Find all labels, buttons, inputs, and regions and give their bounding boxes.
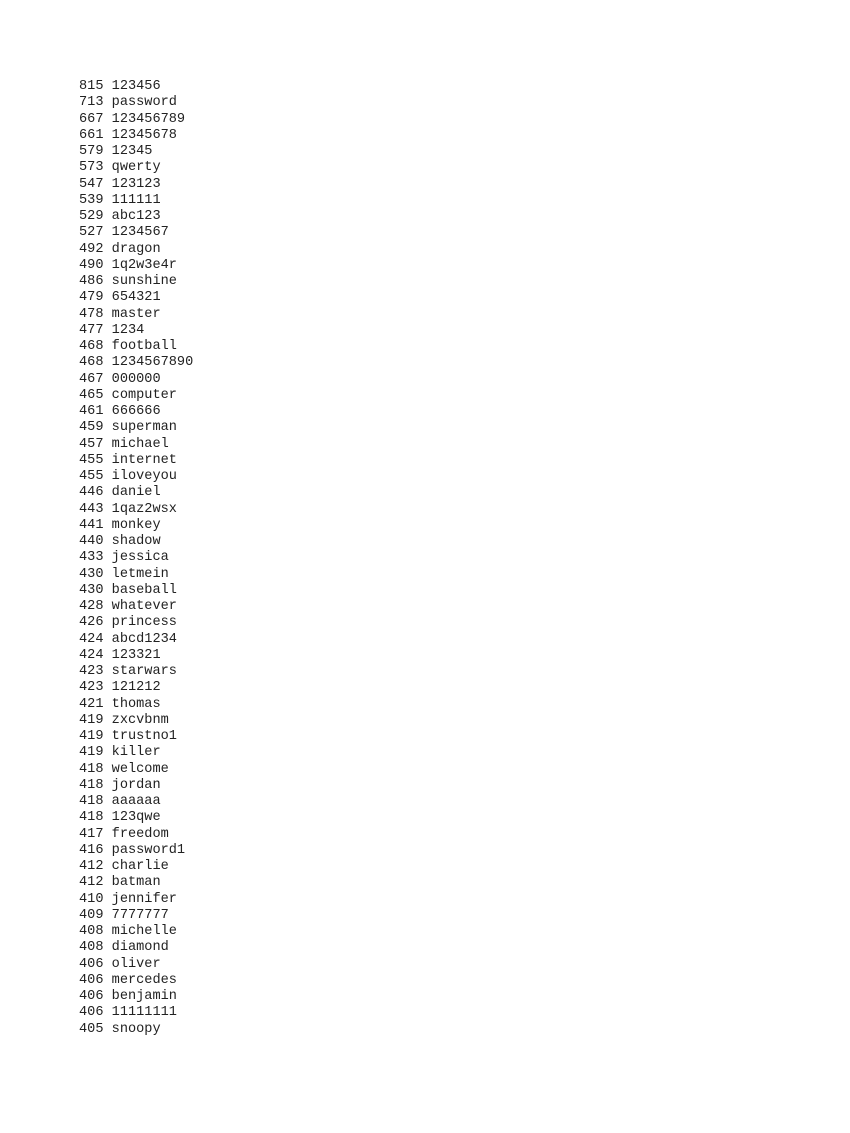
entry-count: 573 [79,160,104,176]
list-item [79,940,193,956]
entry-count: 579 [79,144,104,159]
entry-count: 409 [79,907,104,923]
entry-password: qwerty [111,160,161,176]
entry-password: aaaaaa [111,794,161,809]
entry-count: 667 [79,111,104,127]
list-item [79,485,193,501]
entry-password: password1 [111,842,186,858]
entry-count: 433 [79,550,104,566]
entry-count: 430 [79,566,104,582]
entry-password: mercedes [111,972,177,988]
list-item [79,632,193,648]
entry-password: zxcvbnm [111,712,169,728]
entry-password: dragon [111,241,161,257]
list-item [79,209,193,225]
entry-password: thomas [111,696,161,712]
entry-count: 492 [79,241,104,257]
entry-password: starwars [111,664,177,679]
entry-count: 455 [79,469,104,484]
entry-password: trustno1 [111,729,177,744]
list-item [79,599,193,615]
list-item [79,160,193,176]
list-item [79,1022,193,1038]
entry-count: 440 [79,534,104,549]
entry-count: 410 [79,891,104,907]
list-item [79,193,193,209]
entry-password: 123123 [111,176,161,192]
list-item [79,355,193,371]
entry-password: internet [111,452,177,468]
list-item [79,518,193,534]
entry-password: 7777777 [111,907,169,923]
entry-count: 478 [79,306,104,322]
list-item [79,924,193,940]
entry-count: 457 [79,436,104,452]
list-item [79,258,193,274]
list-item [79,339,193,355]
list-item [79,388,193,404]
entry-password: 000000 [111,371,161,387]
list-item [79,274,193,290]
entry-password: jessica [111,550,169,566]
list-item [79,404,193,420]
entry-count: 412 [79,875,104,891]
entry-password: michelle [111,924,177,939]
entry-count: 486 [79,274,104,289]
entry-password: 666666 [111,404,161,419]
entry-count: 539 [79,192,104,208]
list-item [79,957,193,973]
entry-password: 12345 [111,144,153,159]
entry-count: 446 [79,485,104,501]
entry-password: 12345678 [111,127,177,143]
entry-password: superman [111,420,177,436]
entry-password: jordan [111,777,161,793]
list-item [79,177,193,193]
entry-password: password [111,95,177,111]
entry-password: abcd1234 [111,631,177,647]
list-item [79,225,193,241]
entry-password: computer [111,387,177,403]
entry-password: 654321 [111,290,161,306]
list-item [79,583,193,599]
list-item [79,502,193,518]
entry-count: 416 [79,842,104,858]
entry-count: 419 [79,729,104,744]
entry-password: 123321 [111,647,161,663]
entry-count: 424 [79,631,104,647]
entry-password: daniel [111,485,161,501]
entry-count: 479 [79,290,104,306]
entry-password: iloveyou [111,469,177,484]
list-item [79,827,193,843]
entry-count: 467 [79,371,104,387]
entry-password: welcome [111,761,169,777]
list-item [79,307,193,323]
entry-count: 423 [79,664,104,679]
list-item [79,713,193,729]
list-item [79,1005,193,1021]
list-item [79,323,193,339]
entry-password: 123456 [111,79,161,94]
entry-count: 423 [79,680,104,696]
list-item [79,989,193,1005]
entry-count: 430 [79,582,104,598]
entry-password: 111111 [111,192,161,208]
entry-count: 461 [79,404,104,419]
entry-count: 408 [79,940,104,956]
list-item [79,437,193,453]
entry-count: 421 [79,696,104,712]
entry-count: 443 [79,501,104,517]
list-item [79,534,193,550]
list-item [79,550,193,566]
entry-password: freedom [111,826,169,842]
entry-count: 406 [79,989,104,1004]
list-item [79,128,193,144]
entry-count: 406 [79,956,104,972]
list-item [79,290,193,306]
entry-count: 406 [79,972,104,988]
password-frequency-list [79,79,193,1038]
entry-count: 468 [79,355,104,371]
entry-count: 418 [79,810,104,826]
entry-count: 412 [79,859,104,874]
entry-password: snoopy [111,1021,161,1037]
entry-password: whatever [111,599,177,614]
list-item [79,648,193,664]
entry-count: 406 [79,1005,104,1021]
list-item [79,112,193,128]
entry-password: diamond [111,940,169,956]
entry-password: michael [111,436,169,452]
entry-password: charlie [111,859,169,874]
entry-password: 1234567890 [111,355,194,371]
list-item [79,973,193,989]
list-item [79,372,193,388]
entry-count: 418 [79,794,104,809]
entry-count: 465 [79,387,104,403]
entry-count: 424 [79,647,104,663]
entry-count: 490 [79,257,104,273]
list-item [79,469,193,485]
list-item [79,875,193,891]
entry-password: shadow [111,534,161,549]
list-item [79,95,193,111]
entry-password: football [111,339,177,354]
list-item [79,144,193,160]
entry-password: killer [111,745,161,761]
entry-password: master [111,306,161,322]
entry-count: 547 [79,176,104,192]
list-item [79,664,193,680]
entry-password: benjamin [111,989,177,1004]
list-item [79,843,193,859]
entry-count: 477 [79,322,104,338]
entry-count: 455 [79,452,104,468]
entry-password: 1q2w3e4r [111,257,177,273]
list-item [79,908,193,924]
entry-password: sunshine [111,274,177,289]
list-item [79,697,193,713]
entry-password: monkey [111,517,161,533]
list-item [79,453,193,469]
entry-password: 1234567 [111,225,169,241]
entry-password: 11111111 [111,1005,177,1021]
list-item [79,778,193,794]
entry-count: 418 [79,777,104,793]
list-item [79,242,193,258]
entry-password: 123qwe [111,810,161,826]
entry-count: 417 [79,826,104,842]
entry-count: 713 [79,95,104,111]
entry-password: princess [111,615,177,631]
list-item [79,892,193,908]
entry-count: 418 [79,761,104,777]
entry-count: 468 [79,339,104,354]
list-item [79,615,193,631]
entry-count: 408 [79,924,104,939]
list-item [79,762,193,778]
list-item [79,79,193,95]
list-item [79,859,193,875]
list-item [79,567,193,583]
entry-count: 661 [79,127,104,143]
entry-count: 815 [79,79,104,94]
entry-count: 459 [79,420,104,436]
entry-password: baseball [111,582,177,598]
entry-password: batman [111,875,161,891]
entry-password: jennifer [111,891,177,907]
entry-password: 123456789 [111,111,186,127]
entry-count: 419 [79,745,104,761]
entry-count: 529 [79,209,104,224]
list-item [79,794,193,810]
entry-password: 1234 [111,322,145,338]
list-item [79,745,193,761]
entry-password: abc123 [111,209,161,224]
entry-count: 527 [79,225,104,241]
entry-count: 405 [79,1021,104,1037]
entry-password: 1qaz2wsx [111,501,177,517]
entry-password: oliver [111,956,161,972]
entry-password: 121212 [111,680,161,696]
list-item [79,810,193,826]
list-item [79,680,193,696]
entry-count: 441 [79,517,104,533]
entry-count: 428 [79,599,104,614]
list-item [79,420,193,436]
entry-password: letmein [111,566,169,582]
list-item [79,729,193,745]
entry-count: 419 [79,712,104,728]
entry-count: 426 [79,615,104,631]
